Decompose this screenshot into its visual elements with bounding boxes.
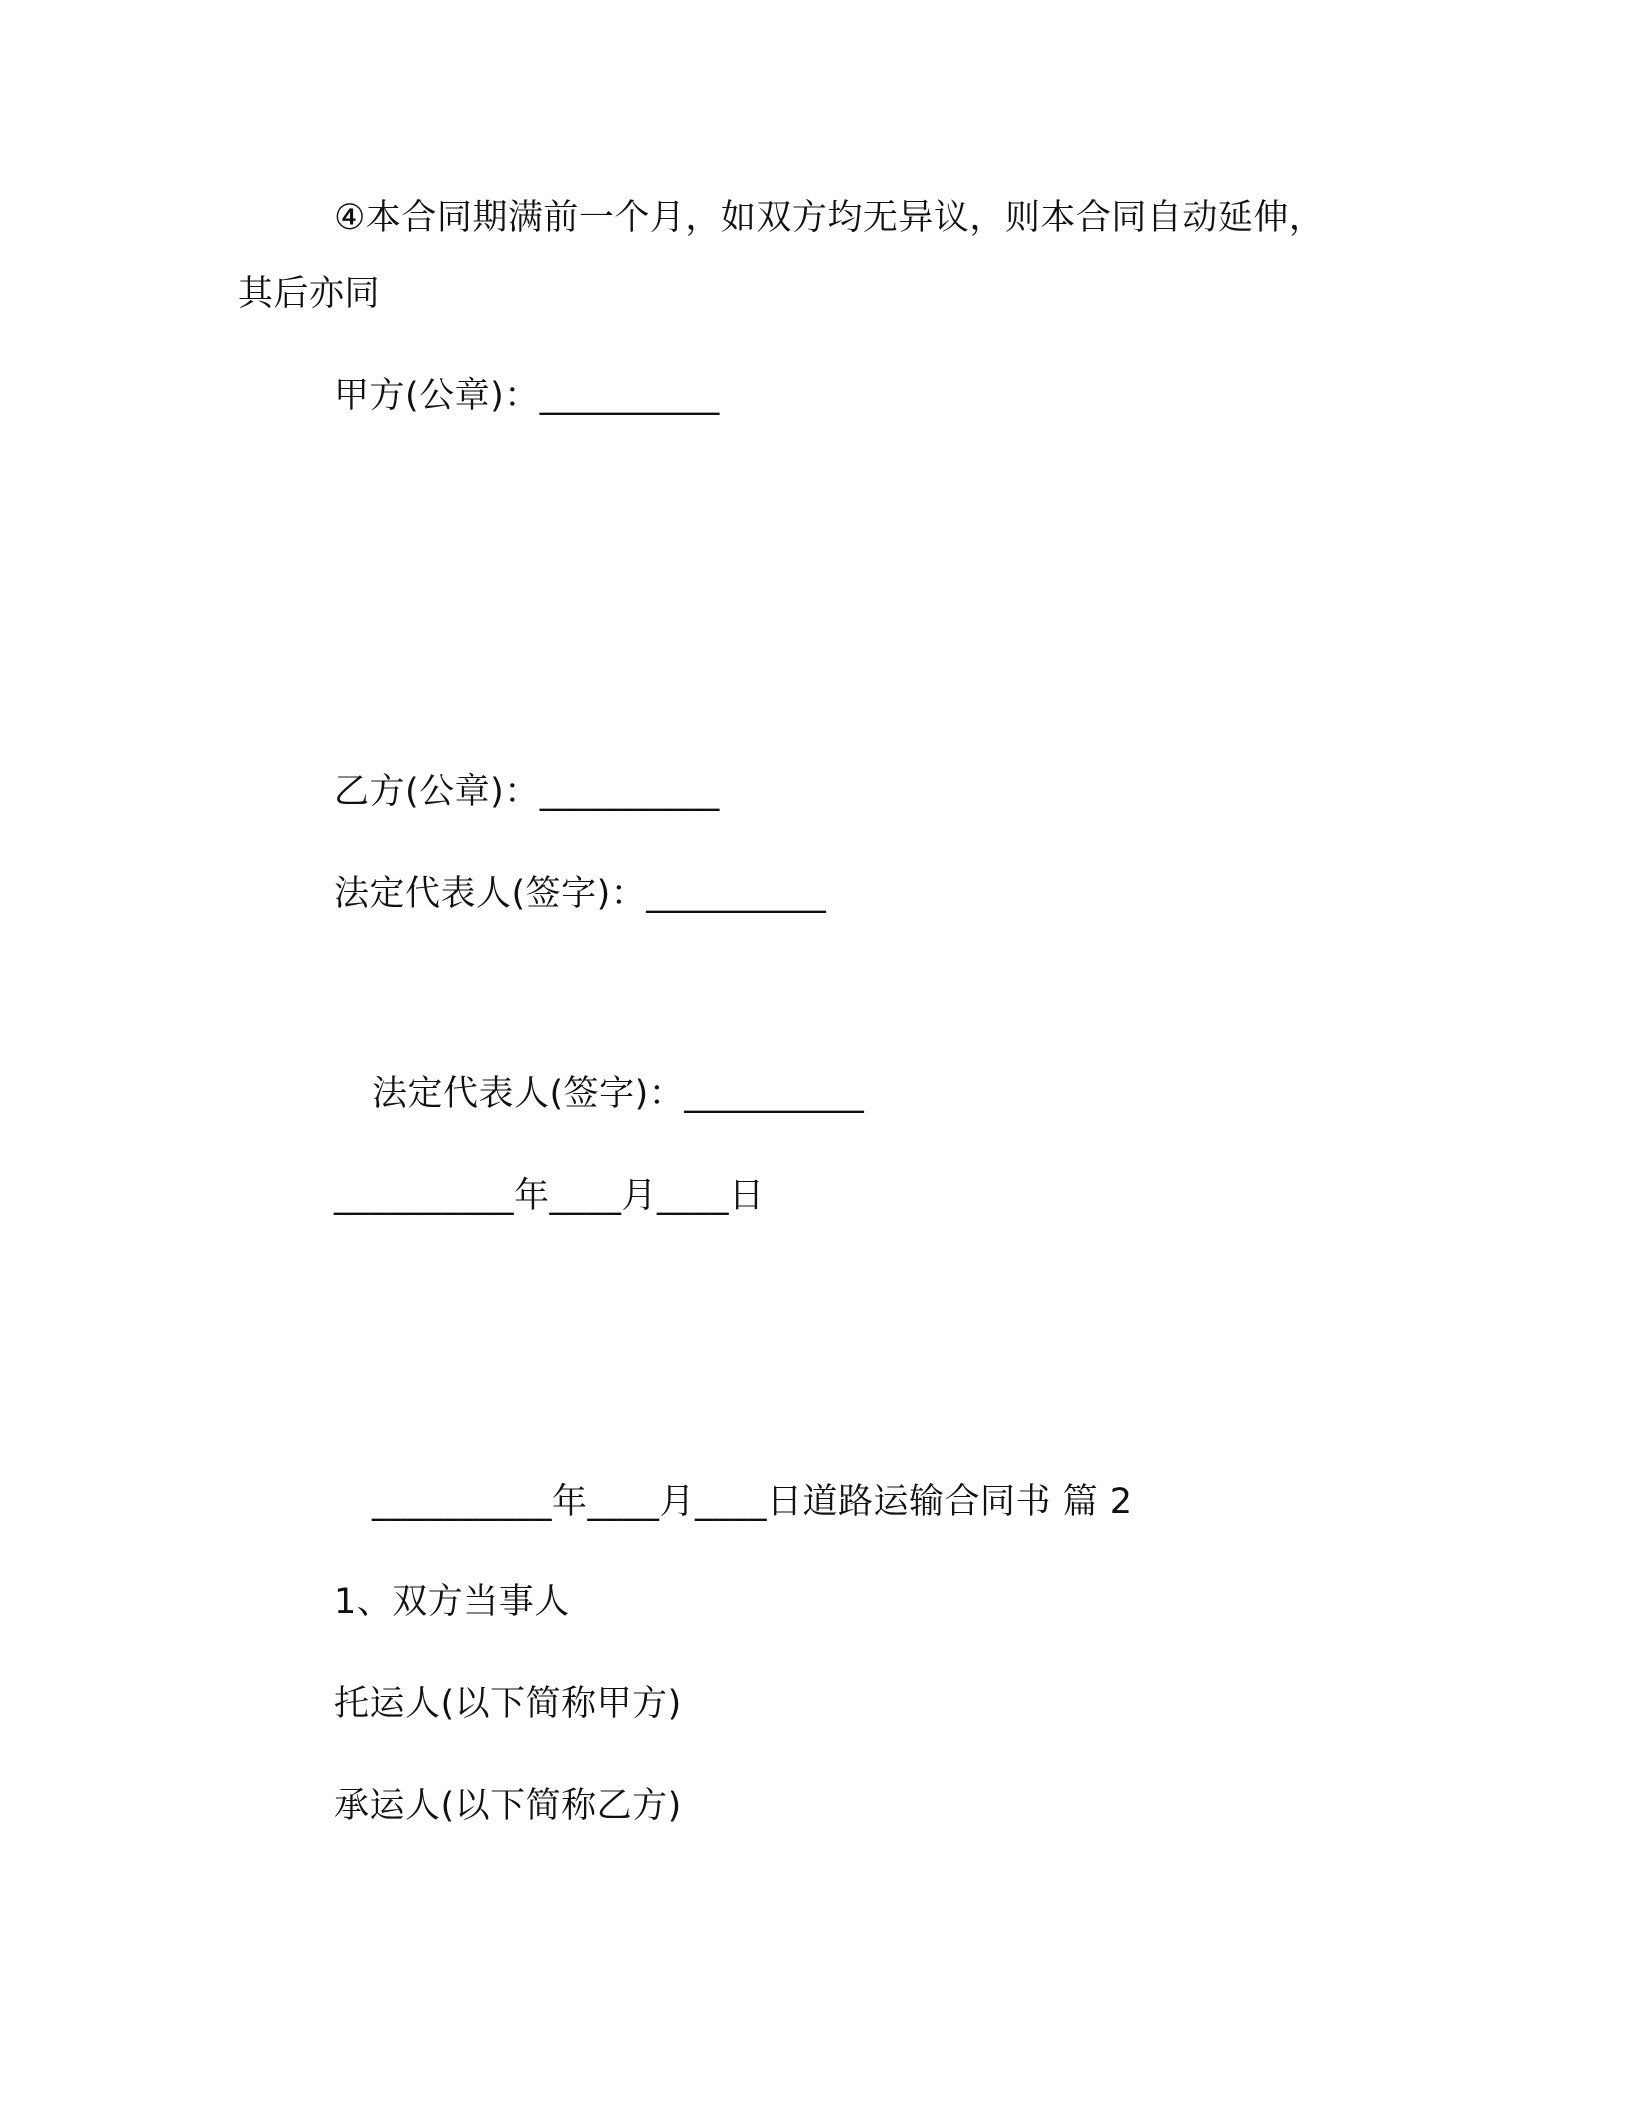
renewal-clause-line-2: 其后亦同 (238, 274, 381, 314)
shipper-line: 托运人(以下简称甲方) (334, 1684, 682, 1724)
clause-1-parties-heading: 1、双方当事人 (334, 1582, 570, 1622)
carrier-line: 承运人(以下简称乙方) (334, 1786, 682, 1826)
party-a-seal-field: 甲方(公章)：__________ (334, 376, 720, 416)
section-2-heading: __________年____月____日道路运输合同书 篇 2 (372, 1482, 1133, 1522)
renewal-clause-line-1: ④本合同期满前一个月，如双方均无异议，则本合同自动延伸， (334, 198, 1325, 238)
legal-representative-signature-1: 法定代表人(签字)：__________ (334, 874, 827, 914)
signing-date-line: __________年____月____日 (334, 1176, 765, 1216)
party-b-seal-field: 乙方(公章)：__________ (334, 772, 720, 812)
legal-representative-signature-2: 法定代表人(签字)：__________ (372, 1074, 865, 1114)
